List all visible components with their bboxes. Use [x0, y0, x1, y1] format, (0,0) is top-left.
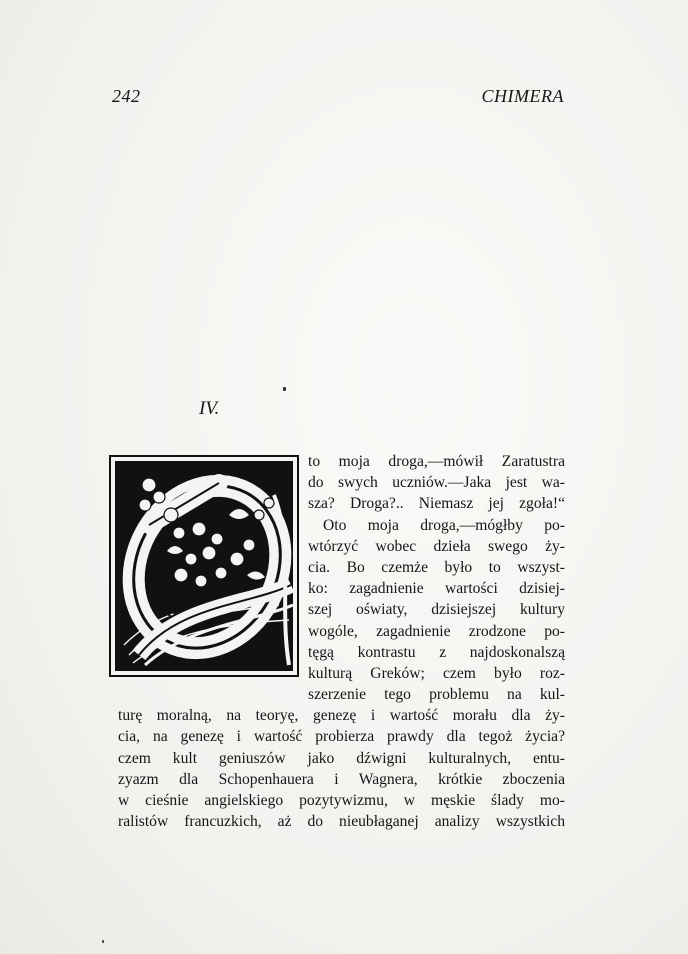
- print-speck: [102, 940, 104, 943]
- text-line: zyazm dla Schopenhauera i Wagnera, krótkie zboczenia: [118, 770, 565, 788]
- journal-title: CHIMERA: [481, 86, 564, 106]
- print-speck: [283, 387, 286, 391]
- text-line: ko: zagadnienie wartości dzisiej-: [308, 580, 565, 598]
- text-line: cia. Bo czemże było to wszyst-: [308, 558, 565, 576]
- body-text: [118, 451, 565, 832]
- text-line: to moja droga,—mówił Zaratustra: [308, 453, 565, 470]
- text-line: wogóle, zagadnienie zrodzone po-: [308, 622, 565, 640]
- text-line: Oto moja droga,—mógłby po-: [323, 516, 565, 534]
- running-head: [112, 86, 564, 110]
- text-line: turę moralną, na teoryę, genezę i wartość morału dla ży-: [118, 707, 565, 725]
- text-line: cia, na genezę i wartość probierza prawdy dla tegoż życia?: [118, 728, 565, 746]
- text-line: sza? Droga?.. Niemasz jej zgoła!“: [308, 495, 565, 513]
- text-line: szerzenie tego problemu na kul-: [308, 686, 565, 704]
- text-line: kulturą Greków; czem było roz-: [308, 664, 565, 682]
- text-line: do swych uczniów.—Jaka jest wa-: [308, 474, 565, 492]
- text-line: wtórzyć wobec dzieła swego ży-: [308, 537, 565, 555]
- text-line: ralistów francuzkich, aż do nieubłaganej analizy wszystkich: [118, 813, 565, 831]
- page-number: 242: [112, 86, 141, 106]
- section-number: IV.: [199, 398, 220, 419]
- text-line: w cieśnie angielskiego pozytywizmu, w męskie ślady mo-: [118, 792, 565, 809]
- text-line: szej oświaty, dzisiejszej kultury: [308, 601, 565, 619]
- text-line: tęgą kontrastu z najdoskonalszą: [308, 643, 565, 661]
- text-line: czem kult geniuszów jako dźwigni kulturalnych, entu-: [118, 749, 565, 767]
